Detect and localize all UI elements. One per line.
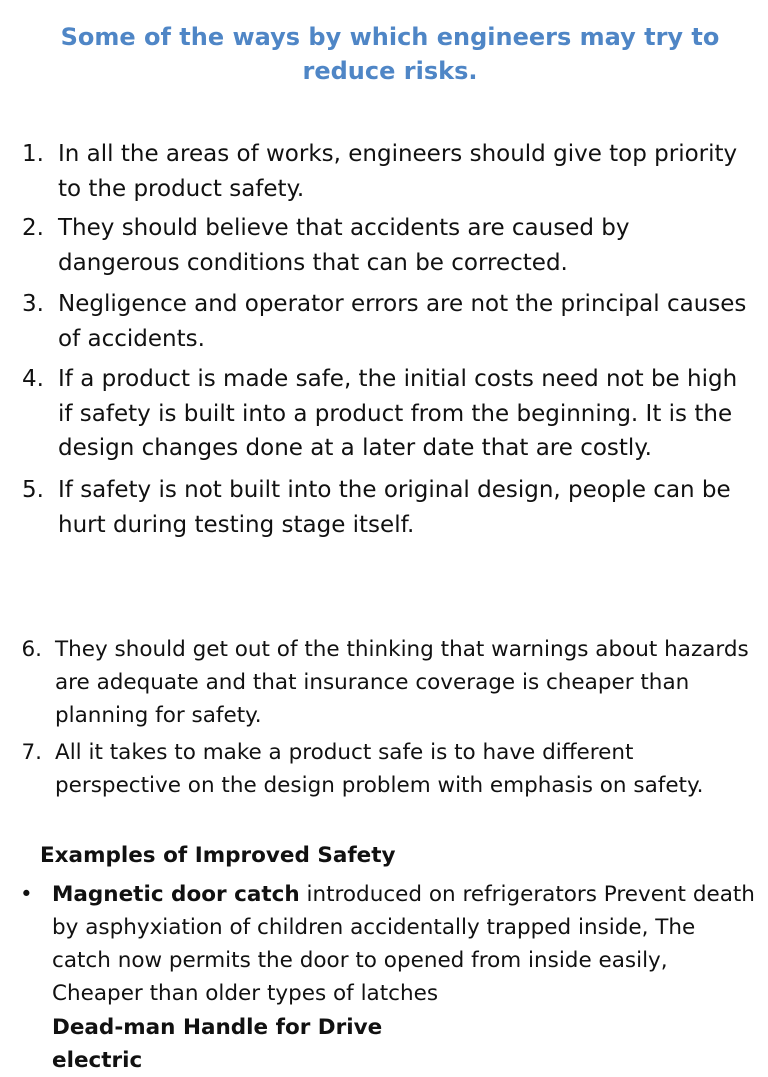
bullet-item: [52, 878, 758, 1010]
examples-heading: Examples of Improved Safety: [40, 843, 396, 868]
list-text: All it takes to make a product safe is to have different perspective on the design problem with emphasis on safety.: [55, 740, 704, 798]
bullet-item-cutoff: [52, 1015, 452, 1073]
list-number: 7.: [21, 740, 42, 765]
list-text: They should believe that accidents are caused by dangerous conditions that can be corrected.: [58, 215, 630, 276]
list-number: 1.: [22, 141, 44, 167]
bullet-item-bold-lead: Magnetic door catch: [52, 882, 300, 907]
list-text: If a product is made safe, the initial costs need not be high if safety is built into a product from the beginning. It is the design changes done at a later date that are costly.: [58, 366, 738, 461]
list-text: In all the areas of works, engineers should give top priority to the product safety.: [58, 141, 738, 202]
list-text: Negligence and operator errors are not the principal causes of accidents.: [58, 291, 747, 352]
list-number: 2.: [22, 215, 44, 241]
list-number: 6.: [21, 637, 42, 662]
page-title: Some of the ways by which engineers may try to reduce risks.: [60, 23, 720, 85]
list-number: 3.: [22, 291, 44, 317]
bullet-marker: •: [20, 882, 33, 907]
list-number: 5.: [22, 477, 44, 503]
list-text: If safety is not built into the original design, people can be hurt during testing stage itself.: [58, 477, 731, 538]
bullet-item-text: introduced on refrigerators Prevent death by asphyxiation of children accidentally trapped inside, The catch now permits the door to opened from inside easily, Cheaper than older types of latches: [52, 882, 755, 1006]
list-number: 4.: [22, 366, 44, 392]
list-text: They should get out of the thinking that warnings about hazards are adequate and that insurance coverage is cheaper than planning for safety.: [55, 637, 749, 728]
bullet-item-bold-lead: Dead-man Handle for Drive electric: [52, 1015, 383, 1073]
